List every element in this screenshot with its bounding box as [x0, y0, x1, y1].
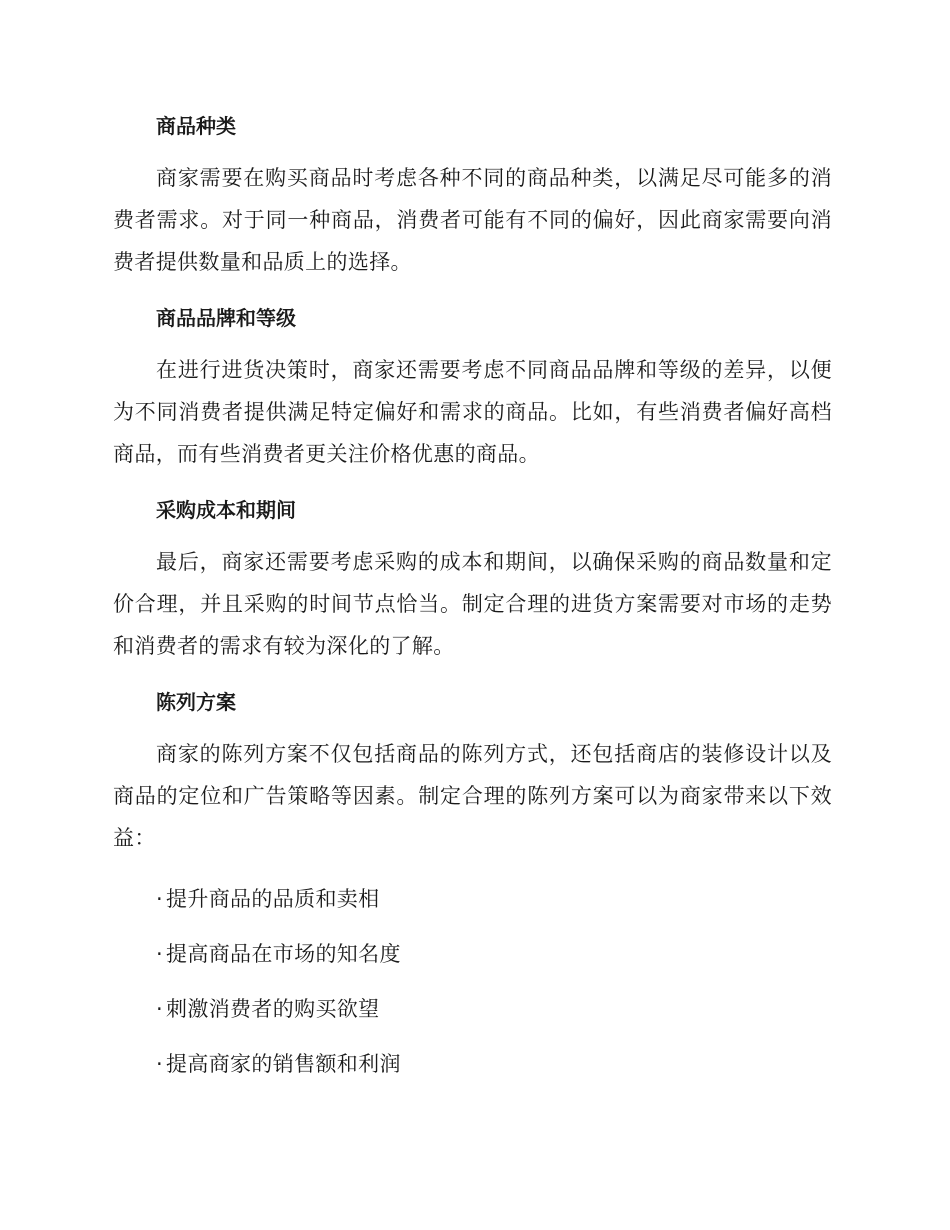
section-paragraph-display-plan: 商家的陈列方案不仅包括商品的陈列方式，还包括商店的装修设计以及商品的定位和广告策略等因素。制定合理的陈列方案可以为商家带来以下效益：: [113, 742, 832, 850]
section-paragraph-brand-grade: 在进行进货决策时，商家还需要考虑不同商品品牌和等级的差异，以便为不同消费者提供满足特定偏好和需求的商品。比如，有些消费者偏好高档商品，而有些消费者更关注价格优惠的商品。: [113, 358, 832, 466]
section-heading-display-plan: 陈列方案: [156, 690, 236, 714]
section-heading-product-types: 商品种类: [156, 114, 236, 138]
bullet-marker: ·: [156, 887, 164, 911]
list-item: [156, 1050, 832, 1078]
bullet-marker: ·: [156, 1052, 164, 1076]
list-item: [156, 995, 832, 1023]
benefit-list: [113, 885, 832, 1078]
section-paragraph-product-types: 商家需要在购买商品时考虑各种不同的商品种类，以满足尽可能多的消费者需求。对于同一种商品，消费者可能有不同的偏好，因此商家需要向消费者提供数量和品质上的选择。: [113, 166, 832, 274]
list-item-text: 提高商品在市场的知名度: [166, 942, 401, 966]
section-heading-brand-grade: 商品品牌和等级: [156, 306, 296, 330]
list-item-text: 刺激消费者的购买欲望: [166, 997, 380, 1021]
list-item-text: 提升商品的品质和卖相: [166, 887, 380, 911]
list-item: [156, 940, 832, 968]
list-item: [156, 885, 832, 913]
bullet-marker: ·: [156, 997, 164, 1021]
list-item-text: 提高商家的销售额和利润: [166, 1052, 401, 1076]
section-paragraph-cost-period: 最后，商家还需要考虑采购的成本和期间，以确保采购的商品数量和定价合理，并且采购的时间节点恰当。制定合理的进货方案需要对市场的走势和消费者的需求有较为深化的了解。: [113, 550, 832, 658]
section-heading-cost-period: 采购成本和期间: [156, 498, 296, 522]
bullet-marker: ·: [156, 942, 164, 966]
